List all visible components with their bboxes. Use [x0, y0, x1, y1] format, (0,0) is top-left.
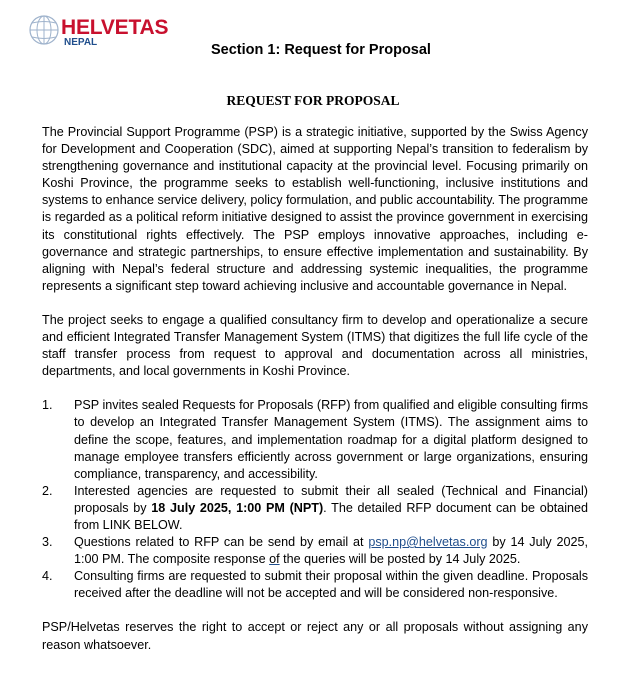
submission-deadline: 18 July 2025, 1:00 PM (NPT)	[151, 500, 324, 515]
list-item-3	[42, 534, 588, 568]
project-paragraph: The project seeks to engage a qualified consultancy firm to develop and operationalize a secure and efficient Integrated Transfer Management System (ITMS) that digitizes the full life cycle of the staff transfer process from request to approval and documentation across all ministries, departments, and local governments in Koshi Province.	[42, 312, 588, 379]
list-number: 1.	[42, 398, 53, 413]
list-item-4	[42, 568, 588, 602]
list-item-text-after: . The detailed RFP document can be obtained from LINK BELOW.	[74, 500, 589, 532]
document-header	[28, 12, 598, 56]
email-link[interactable]: psp.np@helvetas.org	[368, 535, 488, 550]
intro-paragraph: The Provincial Support Programme (PSP) is a strategic initiative, supported by the Swiss Agency for Development and Cooperation (SDC), aimed at supporting Nepal’s transition to federalism by strengthening governance and institutional capacity at the provincial level. Focusing primarily on Koshi Province, the programme seeks to establish well-functioning, inclusive institutions and systems to enhance service delivery, policy formulation, and public accountability. The programme is regarded as a political reform initiative designed to assist the province government in exercising its constitutional rights effectively. The PSP employs innovative approaches, including e-governance and strategic partnerships, to ensure effective implementation and sustainability. By aligning with Nepal’s federal structure and addressing systemic inequalities, the programme represents a significant step toward achieving inclusive and accountable governance in Nepal.	[42, 125, 588, 293]
logo-name: HELVETAS	[61, 16, 169, 39]
numbered-list	[42, 397, 588, 602]
list-number: 4.	[42, 569, 53, 584]
list-item-text-before: Questions related to RFP can be send by email at	[74, 535, 369, 550]
list-item-text: Consulting firms are requested to submit their proposal within the given deadline. Proposals received after the deadline will not be accepted and will be considered non-responsive.	[74, 569, 588, 601]
list-item-text-middle: by 14 July 2025, 1:00 PM. The composite response	[74, 535, 588, 567]
list-item-1	[42, 397, 588, 482]
underlined-word: of	[269, 552, 280, 567]
closing-paragraph: PSP/Helvetas reserves the right to accept or reject any or all proposals without assigning any reason whatsoever.	[42, 620, 588, 652]
list-item-text-after: the queries will be posted by 14 July 2025.	[279, 552, 521, 567]
globe-icon	[28, 12, 64, 48]
helvetas-logo	[28, 12, 178, 54]
list-number: 3.	[42, 535, 53, 550]
rfp-heading: REQUEST FOR PROPOSAL	[226, 93, 400, 108]
document-body	[42, 124, 588, 654]
logo-sub: NEPAL	[64, 37, 98, 48]
section-title-text: Section 1: Request for Proposal	[211, 42, 431, 58]
list-item-2	[42, 483, 588, 534]
list-item-text-before: Interested agencies are requested to submit their all sealed (Technical and Financial) proposals by	[74, 483, 588, 515]
list-item-text: PSP invites sealed Requests for Proposals (RFP) from qualified and eligible consulting firms to develop an Integrated Transfer Management System (ITMS). The assignment aims to define the scope, features, and implementation roadmap for a digital platform designed to manage employee transfers efficiently across government or large organizations, ensuring compliance, transparency, and accessibility.	[74, 398, 588, 481]
list-number: 2.	[42, 483, 53, 498]
